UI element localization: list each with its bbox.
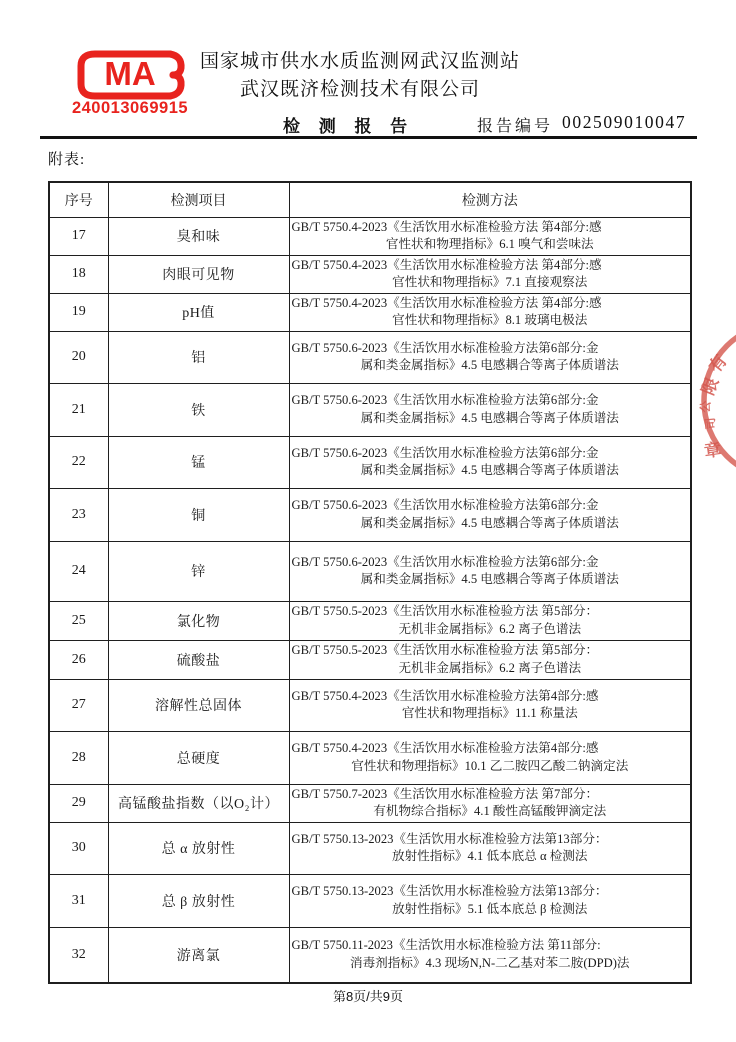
seal-bottom-char: 章 xyxy=(703,439,723,462)
table-row xyxy=(49,217,691,255)
table-row xyxy=(49,436,691,488)
row-method-cell xyxy=(289,436,691,488)
method-text-line: GB/T 5750.11-2023《生活饮用水标准检验方法 第11部分: xyxy=(291,938,601,953)
method-text-line: GB/T 5750.4-2023《生活饮用水标准检验方法 第4部分:感 xyxy=(291,219,602,234)
col-header-method: 检测方法 xyxy=(289,182,691,217)
row-method-cell xyxy=(289,874,691,927)
method-text-line: 无机非金属指标》6.2 离子色谱法 xyxy=(398,621,582,636)
row-item-cell: 臭和味 xyxy=(108,217,289,255)
method-text-line: GB/T 5750.4-2023《生活饮用水标准检验方法 第4部分:感 xyxy=(291,295,602,310)
report-title: 检 测 报 告 xyxy=(283,117,415,136)
row-method-cell xyxy=(289,255,691,293)
row-item-cell: 溶解性总固体 xyxy=(108,679,289,731)
method-text-line: 放射性指标》5.1 低本底总 β 检测法 xyxy=(392,901,588,916)
row-serial-cell: 19 xyxy=(49,293,108,331)
table-row xyxy=(49,331,691,383)
row-item-cell: 肉眼可见物 xyxy=(108,255,289,293)
method-text-line: 官性状和物理指标》10.1 乙二胺四乙酸二钠滴定法 xyxy=(351,758,629,773)
row-method-cell xyxy=(289,383,691,436)
method-text-line: GB/T 5750.6-2023《生活饮用水标准检验方法第6部分:金 xyxy=(291,498,599,512)
org-line-2: 武汉既济检测技术有限公司 xyxy=(239,79,480,100)
row-serial-cell: 21 xyxy=(49,383,108,436)
row-serial-cell: 22 xyxy=(49,436,108,488)
row-item-cell: 高锰酸盐指数（以O₂计） xyxy=(108,784,289,822)
row-serial-cell: 17 xyxy=(49,217,108,255)
row-serial-cell: 31 xyxy=(49,874,108,927)
method-text-line: GB/T 5750.5-2023《生活饮用水标准检验方法 第5部分： xyxy=(291,604,599,618)
method-text-line: GB/T 5750.7-2023《生活饮用水标准检验方法 第7部分： xyxy=(291,786,599,801)
method-text-line: GB/T 5750.6-2023《生活饮用水标准检验方法第6部分:金 xyxy=(291,445,599,460)
table-row xyxy=(49,784,691,822)
company-seal-stamp xyxy=(690,326,736,478)
seal-ring-char: 司 xyxy=(703,416,719,431)
method-text-line: 无机非金属指标》6.2 离子色谱法 xyxy=(398,660,582,675)
attachment-label: 附表: xyxy=(48,152,86,168)
row-serial-cell: 24 xyxy=(49,541,108,601)
table-header-row xyxy=(49,182,691,217)
row-method-cell xyxy=(289,217,691,255)
row-method-cell xyxy=(289,927,691,983)
row-serial-cell: 25 xyxy=(49,601,108,640)
method-text-line: 官性状和物理指标》11.1 称量法 xyxy=(401,706,578,720)
row-method-cell xyxy=(289,784,691,822)
cma-certificate-number: 240013069915 xyxy=(71,99,189,117)
table-row xyxy=(49,640,691,679)
method-text-line: GB/T 5750.13-2023《生活饮用水标准检验方法第13部分： xyxy=(291,831,608,846)
row-method-cell xyxy=(289,541,691,601)
row-method-cell xyxy=(289,331,691,383)
method-text-line: 属和类金属指标》4.5 电感耦合等离子体质谱法 xyxy=(360,463,619,477)
method-text-line: GB/T 5750.5-2023《生活饮用水标准检验方法 第5部分： xyxy=(291,643,599,657)
row-serial-cell: 18 xyxy=(49,255,108,293)
row-serial-cell: 20 xyxy=(49,331,108,383)
method-text-line: GB/T 5750.4-2023《生活饮用水标准检验方法 第4部分:感 xyxy=(291,257,602,272)
report-number-label: 报告编号 xyxy=(477,118,554,135)
row-method-cell xyxy=(289,601,691,640)
row-item-cell: 氯化物 xyxy=(108,601,289,640)
row-item-cell: 总 β 放射性 xyxy=(108,874,289,927)
cma-logo-letters: MA xyxy=(104,55,156,92)
table-row xyxy=(49,874,691,927)
seal-ring-char: 限 xyxy=(698,374,723,398)
row-item-cell: pH值 xyxy=(108,293,289,331)
method-text-line: GB/T 5750.4-2023《生活饮用水标准检验方法第4部分:感 xyxy=(291,741,599,755)
method-text-line: GB/T 5750.6-2023《生活饮用水标准检验方法第6部分:金 xyxy=(291,554,599,569)
methods-table xyxy=(48,181,692,984)
seal-ring-char: 公 xyxy=(697,399,714,414)
row-method-cell xyxy=(289,640,691,679)
organization-names xyxy=(170,48,550,104)
org-line-1: 国家城市供水水质监测网武汉监测站 xyxy=(199,51,520,72)
table-row xyxy=(49,255,691,293)
row-item-cell: 锌 xyxy=(108,541,289,601)
row-serial-cell: 30 xyxy=(49,822,108,874)
table-row xyxy=(49,679,691,731)
row-serial-cell: 26 xyxy=(49,640,108,679)
row-serial-cell: 23 xyxy=(49,488,108,541)
row-method-cell xyxy=(289,488,691,541)
method-text-line: 官性状和物理指标》6.1 嗅气和尝味法 xyxy=(385,237,594,251)
table-row xyxy=(49,822,691,874)
row-method-cell xyxy=(289,679,691,731)
table-row xyxy=(49,293,691,331)
row-item-cell: 游离氯 xyxy=(108,927,289,983)
table-row xyxy=(49,731,691,784)
table-row xyxy=(49,488,691,541)
table-row xyxy=(49,927,691,983)
header-divider xyxy=(40,136,697,139)
method-text-line: GB/T 5750.6-2023《生活饮用水标准检验方法第6部分:金 xyxy=(291,340,599,355)
method-text-line: 放射性指标》4.1 低本底总 α 检测法 xyxy=(391,849,588,863)
row-serial-cell: 28 xyxy=(49,731,108,784)
method-text-line: 消毒剂指标》4.3 现场N,N-二乙基对苯二胺(DPD)法 xyxy=(349,955,630,970)
table-body xyxy=(49,217,691,983)
table-row xyxy=(49,541,691,601)
method-text-line: 官性状和物理指标》8.1 玻璃电极法 xyxy=(392,313,588,327)
row-item-cell: 铁 xyxy=(108,383,289,436)
method-text-line: 属和类金属指标》4.5 电感耦合等离子体质谱法 xyxy=(360,358,619,372)
row-serial-cell: 27 xyxy=(49,679,108,731)
row-method-cell xyxy=(289,822,691,874)
row-item-cell: 锰 xyxy=(108,436,289,488)
report-number-value: 002509010047 xyxy=(562,112,687,132)
method-text-line: 属和类金属指标》4.5 电感耦合等离子体质谱法 xyxy=(360,410,619,425)
col-header-item: 检测项目 xyxy=(108,182,289,217)
method-text-line: 属和类金属指标》4.5 电感耦合等离子体质谱法 xyxy=(360,572,619,586)
table-row xyxy=(49,383,691,436)
method-text-line: 有机物综合指标》4.1 酸性高锰酸钾滴定法 xyxy=(373,804,607,818)
seal-ring-char: 有 xyxy=(705,351,731,377)
row-method-cell xyxy=(289,731,691,784)
seal-ring-icon xyxy=(690,326,736,478)
page-number: 第8页/共9页 xyxy=(332,989,404,1004)
row-item-cell: 铝 xyxy=(108,331,289,383)
row-serial-cell: 29 xyxy=(49,784,108,822)
method-text-line: 属和类金属指标》4.5 电感耦合等离子体质谱法 xyxy=(360,515,619,530)
method-text-line: GB/T 5750.6-2023《生活饮用水标准检验方法第6部分:金 xyxy=(291,393,599,407)
row-item-cell: 铜 xyxy=(108,488,289,541)
row-serial-cell: 32 xyxy=(49,927,108,983)
method-text-line: 官性状和物理指标》7.1 直接观察法 xyxy=(392,275,588,289)
method-text-line: GB/T 5750.4-2023《生活饮用水标准检验方法第4部分:感 xyxy=(291,688,599,703)
col-header-serial: 序号 xyxy=(49,182,108,217)
row-item-cell: 总硬度 xyxy=(108,731,289,784)
row-method-cell xyxy=(289,293,691,331)
table-row xyxy=(49,601,691,640)
row-item-cell: 硫酸盐 xyxy=(108,640,289,679)
row-item-cell: 总 α 放射性 xyxy=(108,822,289,874)
method-text-line: GB/T 5750.13-2023《生活饮用水标准检验方法第13部分： xyxy=(291,884,608,898)
